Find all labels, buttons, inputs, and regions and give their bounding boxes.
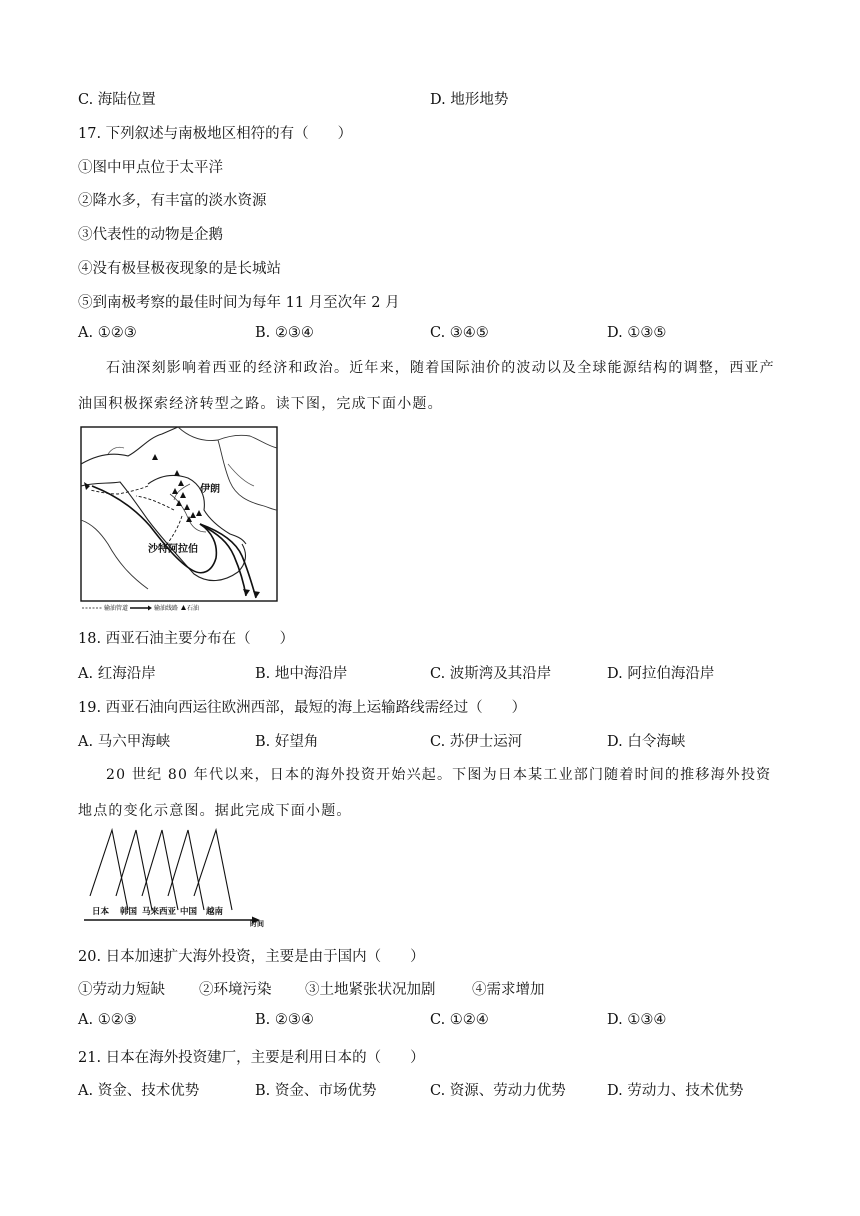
- q20-option-d: D. ①③④: [607, 1012, 667, 1028]
- curve-china: [168, 830, 204, 910]
- q20-option-b: B. ②③④: [255, 1012, 314, 1028]
- curve-vietnam: [194, 830, 232, 910]
- curve-japan: [90, 830, 128, 910]
- label-vietnam: 越南: [206, 907, 224, 917]
- axis-label-time: 时间: [250, 920, 264, 928]
- q17-item-5: ⑤到南极考察的最佳时间为每年 11 月至次年 2 月: [78, 295, 400, 311]
- q19-option-c: C. 苏伊士运河: [430, 734, 523, 750]
- q16-option-d: D. 地形地势: [430, 92, 509, 108]
- q20-item-3: ③土地紧张状况加剧: [305, 982, 436, 998]
- q20-item-1: ①劳动力短缺: [78, 982, 165, 998]
- label-malaysia: 马来西亚: [142, 907, 177, 917]
- map-label-iran: 伊朗: [200, 484, 220, 495]
- legend-pipeline-label: 输油管道: [104, 605, 129, 612]
- q17-option-b: B. ②③④: [255, 325, 314, 341]
- legend-oil-label: 石油: [187, 605, 200, 612]
- label-japan: 日本: [92, 907, 110, 917]
- passage-west-asia-oil: 石油深刻影响着西亚的经济和政治。近年来，随着国际油价的波动以及全球能源结构的调整，西亚产油国积极探索经济转型之路。读下图，完成下面小题。: [78, 360, 775, 412]
- q21-stem: 21. 日本在海外投资建厂，主要是利用日本的（ ）: [78, 1050, 425, 1066]
- q17-item-2: ②降水多，有丰富的淡水资源: [78, 193, 267, 209]
- q19-option-a: A. 马六甲海峡: [78, 734, 171, 750]
- q18-stem: 18. 西亚石油主要分布在（ ）: [78, 631, 295, 647]
- passage-japan-investment: 20 世纪 80 年代以来，日本的海外投资开始兴起。下图为日本某工业部门随着时间的推移海外投资地点的变化示意图。据此完成下面小题。: [78, 767, 772, 819]
- q20-item-4: ④需求增加: [472, 982, 545, 998]
- q21-option-a: A. 资金、技术优势: [78, 1083, 200, 1099]
- q17-option-d: D. ①③⑤: [607, 325, 667, 341]
- q21-option-d: D. 劳动力、技术优势: [607, 1083, 744, 1099]
- label-china: 中国: [180, 907, 198, 917]
- q20-option-c: C. ①②④: [430, 1012, 489, 1028]
- q21-option-b: B. 资金、市场优势: [255, 1083, 377, 1099]
- q20-item-2: ②环境污染: [199, 982, 272, 998]
- q16-option-c: C. 海陆位置: [78, 92, 156, 108]
- legend-oil-icon: [181, 605, 186, 610]
- map-label-saudi-arabia: 沙特阿拉伯: [148, 544, 198, 555]
- q20-option-a: A. ①②③: [78, 1012, 137, 1028]
- q18-option-a: A. 红海沿岸: [78, 666, 156, 682]
- q20-stem: 20. 日本加速扩大海外投资，主要是由于国内（ ）: [78, 949, 425, 965]
- legend-route-label: 输油线路: [154, 605, 179, 612]
- q17-item-4: ④没有极昼极夜现象的是长城站: [78, 261, 281, 277]
- q17-option-a: A. ①②③: [78, 325, 137, 341]
- investment-shift-chart: [80, 826, 266, 928]
- west-asia-oil-map: [78, 424, 280, 614]
- q18-option-b: B. 地中海沿岸: [255, 666, 348, 682]
- q19-option-d: D. 白令海峡: [607, 734, 686, 750]
- q17-item-3: ③代表性的动物是企鹅: [78, 227, 223, 243]
- q17-stem: 17. 下列叙述与南极地区相符的有（ ）: [78, 126, 353, 142]
- q18-option-c: C. 波斯湾及其沿岸: [430, 666, 552, 682]
- q21-option-c: C. 资源、劳动力优势: [430, 1083, 566, 1099]
- q18-option-d: D. 阿拉伯海沿岸: [607, 666, 715, 682]
- q19-option-b: B. 好望角: [255, 734, 319, 750]
- label-korea: 韩国: [120, 907, 138, 917]
- q17-item-1: ①图中甲点位于太平洋: [78, 160, 223, 176]
- curve-malaysia: [142, 830, 178, 910]
- curve-korea: [116, 830, 152, 910]
- q17-option-c: C. ③④⑤: [430, 325, 489, 341]
- q19-stem: 19. 西亚石油向西运往欧洲西部，最短的海上运输路线需经过（ ）: [78, 700, 527, 716]
